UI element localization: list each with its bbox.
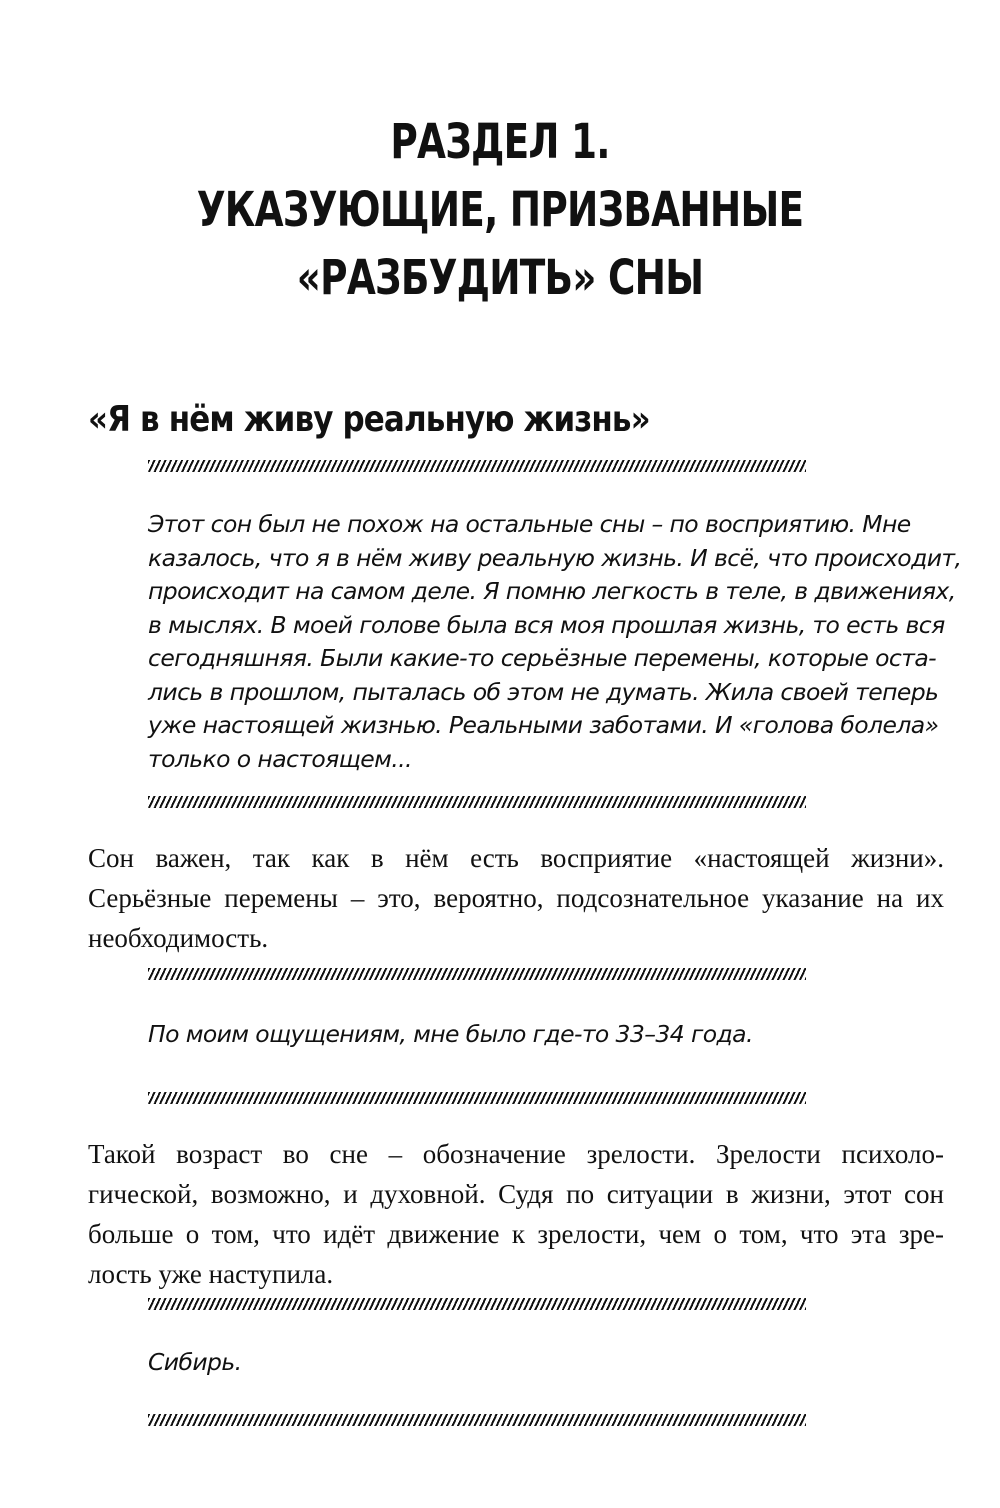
comment-line: больше о том, что идёт движение к зрелости, чем о том, что эта зре- [88,1219,944,1249]
quote-line: сегодняшняя. Были какие-то серьёзные перемены, которые оста- [148,644,937,672]
dream-quote [148,1346,918,1380]
quote-line: лись в прошлом, пыталась об этом не думать. Жила своей теперь [148,677,939,706]
decorative-divider [148,1092,806,1104]
dream-quote [148,1018,918,1052]
decorative-divider [148,1414,806,1426]
dream-quote [148,508,962,776]
decorative-divider [148,1298,806,1310]
section-title [110,108,890,312]
author-comment [88,1134,944,1294]
quote-line: Сибирь. [148,1348,242,1376]
section-title-line: УКАЗУЮЩИЕ, ПРИЗВАННЫЕ [196,182,804,238]
section-title-line: РАЗДЕЛ 1. [390,114,610,170]
quote-line: казалось, что я в нём живу реальную жизнь. И всё, что происходит, [148,543,962,572]
comment-line: Серьёзные перемены – это, вероятно, подсознательное указание на их [88,883,944,913]
comment-line: лость уже наступила. [88,1259,334,1289]
section-title-line: «РАЗБУДИТЬ» СНЫ [296,250,704,306]
comment-line: гической, возможно, и духовной. Судя по ситуации в жизни, этот сон [88,1179,944,1209]
comment-line: Такой возраст во сне – обозначение зрелости. Зрелости психоло- [88,1139,944,1169]
comment-line: необходимость. [88,923,269,953]
decorative-divider [148,460,806,472]
decorative-divider [148,968,806,980]
dream-title: «Я в нём живу реальную жизнь» [88,399,650,440]
quote-line: уже настоящей жизнью. Реальными заботами. И «голова болела» [148,711,939,739]
decorative-divider [148,796,806,808]
quote-line: в мыслях. В моей голове была вся моя прошлая жизнь, то есть вся [148,610,945,639]
quote-line: происходит на самом деле. Я помню легкость в теле, в движениях, [148,577,956,605]
quote-line: По моим ощущениям, мне было где-то 33–34 года. [148,1020,753,1048]
author-comment [88,838,944,958]
quote-line: Этот сон был не похож на остальные сны – по восприятию. Мне [148,510,911,538]
quote-line: только о настоящем... [148,744,412,773]
comment-line: Сон важен, так как в нём есть восприятие «настоящей жизни». [88,843,944,873]
